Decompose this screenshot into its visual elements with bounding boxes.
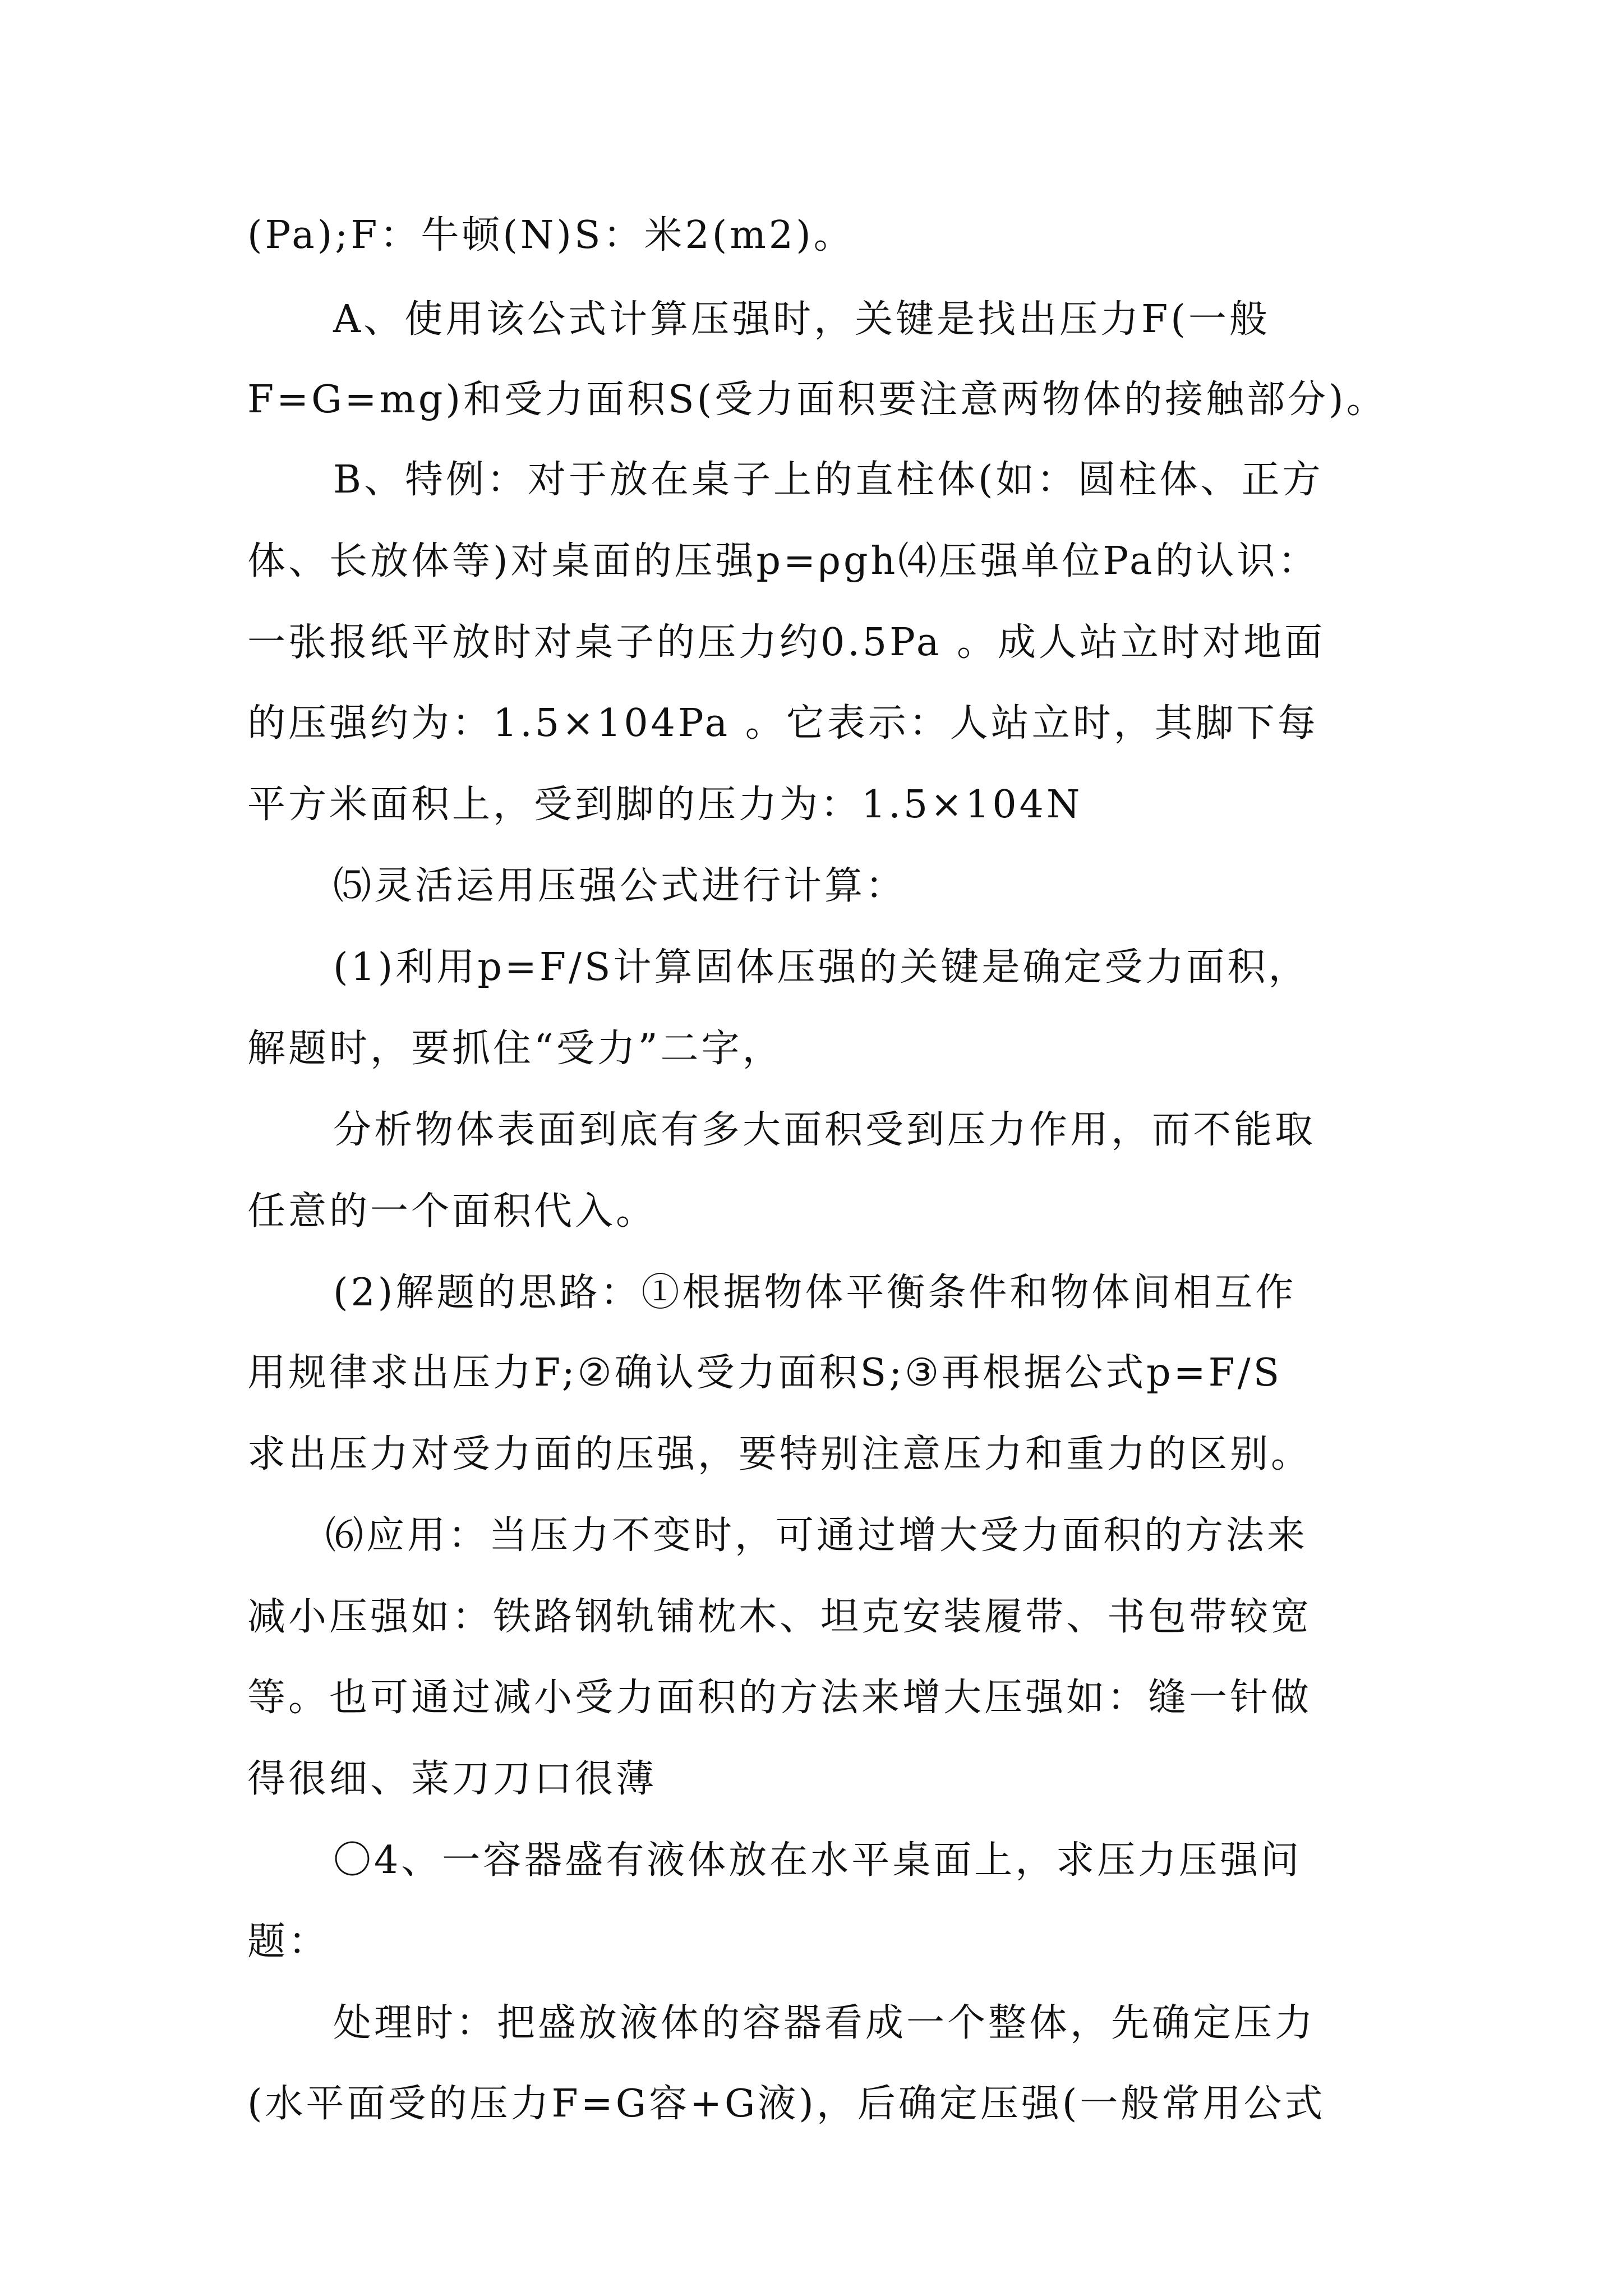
text-line: 一张报纸平放时对桌子的压力约0.5Pa 。成人站立时对地面 <box>247 620 1325 665</box>
text-line: 求出压力对受力面的压强，要特别注意压力和重力的区别。 <box>247 1432 1312 1476</box>
text-line: ⑸灵活运用压强公式进行计算： <box>333 864 907 908</box>
text-line: 任意的一个面积代入。 <box>247 1189 657 1234</box>
text-line: 用规律求出压力F;②确认受力面积S;③再根据公式p=F/S <box>247 1351 1283 1395</box>
text-line: 分析物体表面到底有多大面积受到压力作用，而不能取 <box>333 1108 1316 1152</box>
text-line: 平方米面积上，受到脚的压力为：1.5×104N <box>247 783 1083 827</box>
text-line: 〇4、一容器盛有液体放在水平桌面上，求压力压强问 <box>333 1838 1302 1883</box>
text-line: (Pa);F：牛顿(N)S：米2(m2)。 <box>247 213 855 257</box>
text-line: 处理时：把盛放液体的容器看成一个整体，先确定压力 <box>333 2001 1316 2045</box>
text-line: 题： <box>247 1920 330 1964</box>
text-line: 减小压强如：铁路钢轨铺枕木、坦克安装履带、书包带较宽 <box>247 1595 1312 1639</box>
text-line: ⑹应用：当压力不变时，可通过增大受力面积的方法来 <box>325 1513 1308 1558</box>
text-line: (1)利用p=F/S计算固体压强的关键是确定受力面积， <box>333 945 1310 990</box>
text-line: 解题时，要抓住“受力”二字， <box>247 1027 783 1071</box>
text-line: F=G=mg)和受力面积S(受力面积要注意两物体的接触部分)。 <box>247 378 1387 422</box>
text-line: 等。也可通过减小受力面积的方法来增大压强如：缝一针做 <box>247 1676 1312 1720</box>
text-line: 得很细、菜刀刀口很薄 <box>247 1757 657 1801</box>
text-line: (2)解题的思路：①根据物体平衡条件和物体间相互作 <box>333 1271 1297 1315</box>
text-line: B、特例：对于放在桌子上的直柱体(如：圆柱体、正方 <box>333 458 1324 502</box>
text-line: 的压强约为：1.5×104Pa 。它表示：人站立时，其脚下每 <box>247 701 1318 746</box>
text-line: (水平面受的压力F=G容+G液)，后确定压强(一般常用公式 <box>247 2082 1326 2126</box>
text-line: 体、长放体等)对桌面的压强p=ρgh⑷压强单位Pa的认识： <box>247 539 1319 583</box>
text-line: A、使用该公式计算压强时，关键是找出压力F(一般 <box>333 297 1270 342</box>
